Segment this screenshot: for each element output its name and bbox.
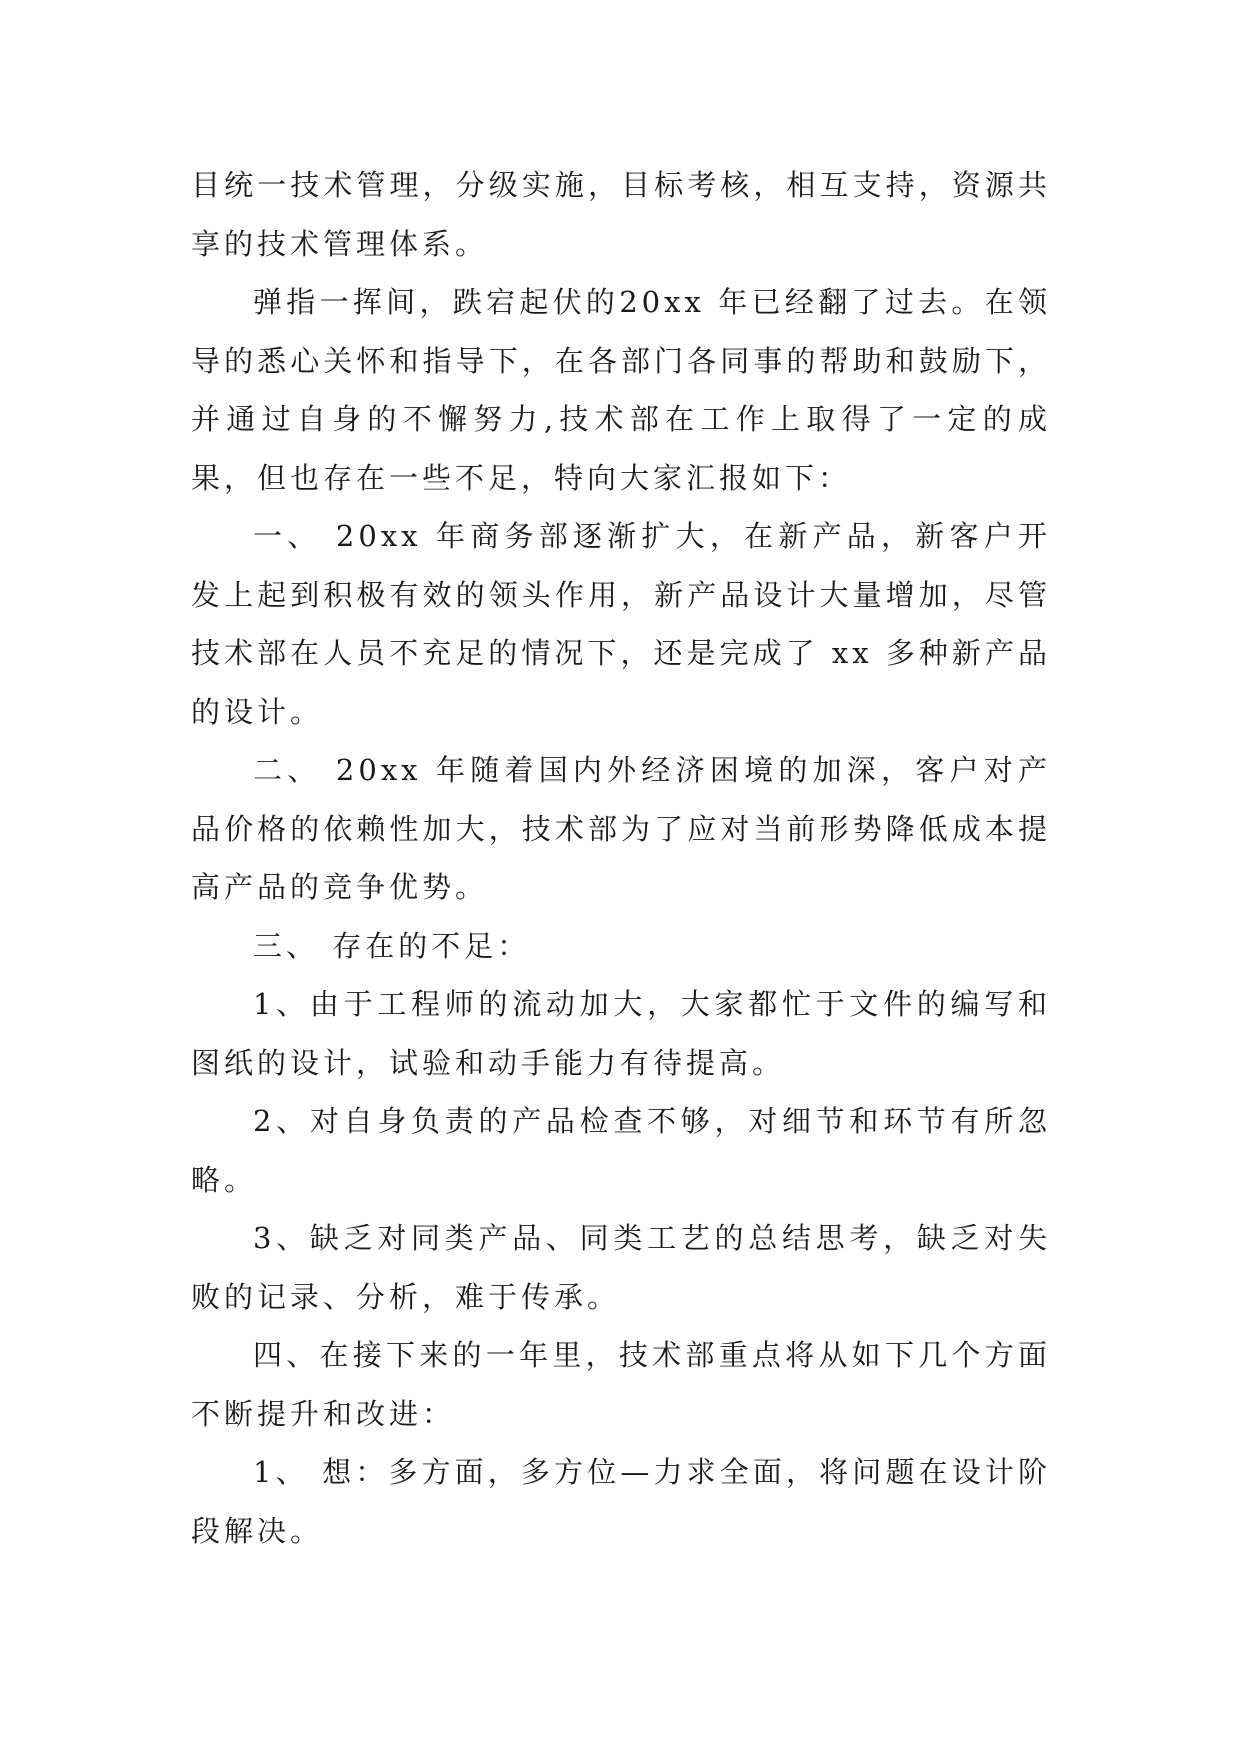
- paragraph-7: 2、对自身负责的产品检查不够，对细节和环节有所忽略。: [191, 1104, 1051, 1197]
- document-body: [191, 156, 1051, 1560]
- paragraph-5: 三、 存在的不足：: [253, 928, 531, 963]
- paragraph-1: 目统一技术管理，分级实施，目标考核，相互支持，资源共享的技术管理体系。: [191, 168, 1051, 261]
- paragraph-6: 1、由于工程师的流动加大，大家都忙于文件的编写和图纸的设计，试验和动手能力有待提高。: [191, 987, 1051, 1080]
- paragraph-2: 弹指一挥间，跌宕起伏的20xx 年已经翻了过去。在领导的悉心关怀和指导下，在各部门各同事的帮助和鼓励下，并通过自身的不懈努力,技术部在工作上取得了一定的成果，但也存在一些不足，特向大家汇报如下：: [191, 285, 1051, 495]
- paragraph-3: 一、 20xx 年商务部逐渐扩大，在新产品，新客户开发上起到积极有效的领头作用，新产品设计大量增加，尽管技术部在人员不充足的情况下，还是完成了 xx 多种新产品的设计。: [191, 519, 1051, 729]
- paragraph-9: 四、在接下来的一年里，技术部重点将从如下几个方面不断提升和改进：: [191, 1338, 1051, 1431]
- paragraph-8: 3、缺乏对同类产品、同类工艺的总结思考，缺乏对失败的记录、分析，难于传承。: [191, 1221, 1051, 1314]
- paragraph-4: 二、 20xx 年随着国内外经济困境的加深，客户对产品价格的依赖性加大，技术部为了应对当前形势降低成本提高产品的竞争优势。: [191, 753, 1051, 904]
- paragraph-10: 1、 想：多方面，多方位—力求全面，将问题在设计阶段解决。: [191, 1455, 1051, 1548]
